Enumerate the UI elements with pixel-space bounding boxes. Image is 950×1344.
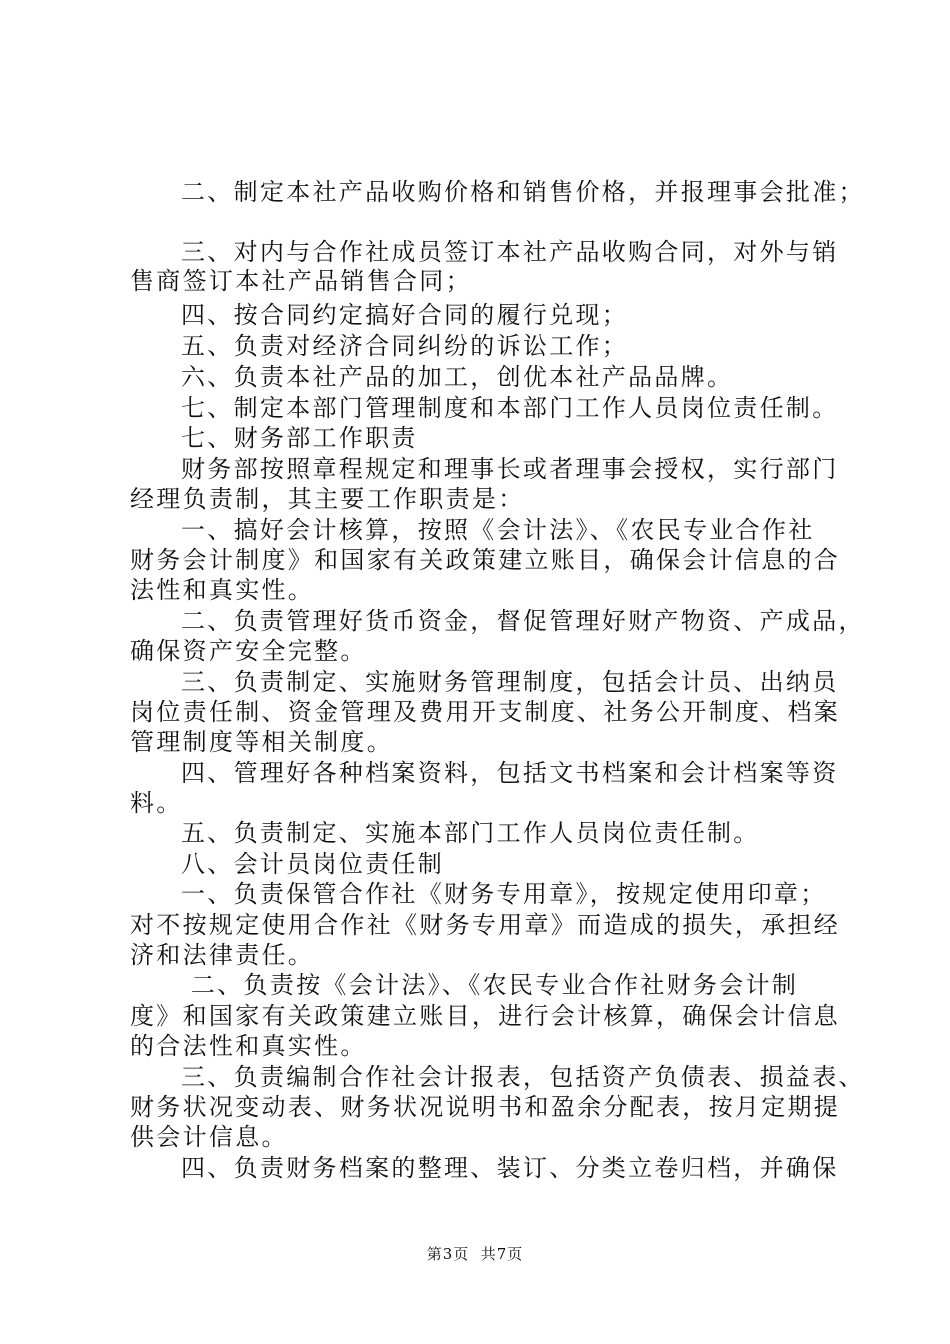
paragraph-line: 六、负责本社产品的加工，创优本社产品品牌。: [181, 363, 734, 391]
section-heading: 七、财务部工作职责: [181, 424, 418, 452]
paragraph-line: 二、制定本社产品收购价格和销售价格，并报理事会批准；: [181, 178, 865, 206]
paragraph-line: 三、负责制定、实施财务管理制度，包括会计员、出纳员: [181, 668, 839, 696]
paragraph-line: 五、负责对经济合同纠纷的诉讼工作；: [181, 332, 629, 360]
section-heading: 八、会计员岗位责任制: [181, 850, 444, 878]
paragraph-line: 经理负责制，其主要工作职责是：: [130, 485, 525, 513]
paragraph-line: 的合法性和真实性。: [130, 1032, 367, 1060]
paragraph-line: 确保资产安全完整。: [130, 637, 367, 665]
paragraph-line: 一、搞好会计核算，按照《会计法》、《农民专业合作社: [181, 516, 815, 544]
paragraph-line: 管理制度等相关制度。: [130, 728, 393, 756]
page-number-footer: 第3页 共7页: [426, 1245, 524, 1263]
paragraph-line: 财务状况变动表、财务状况说明书和盈余分配表，按月定期提: [130, 1093, 841, 1121]
paragraph-line: 财务部按照章程规定和理事长或者理事会授权，实行部门: [181, 455, 839, 483]
paragraph-line: 二、负责管理好货币资金，督促管理好财产物资、产成品，: [181, 607, 865, 635]
paragraph-line: 财务会计制度》和国家有关政策建立账目，确保会计信息的合: [130, 546, 841, 574]
paragraph-line: 五、负责制定、实施本部门工作人员岗位责任制。: [181, 819, 760, 847]
paragraph-line: 济和法律责任。: [130, 941, 315, 969]
paragraph-line: 度》和国家有关政策建立账目，进行会计核算，确保会计信息: [130, 1002, 841, 1030]
paragraph-line: 售商签订本社产品销售合同；: [130, 267, 472, 295]
paragraph-line: 四、按合同约定搞好合同的履行兑现；: [181, 301, 629, 329]
paragraph-line: 七、制定本部门管理制度和本部门工作人员岗位责任制。: [181, 394, 839, 422]
paragraph-line: 岗位责任制、资金管理及费用开支制度、社务公开制度、档案: [130, 698, 841, 726]
paragraph-line: 二、负责按《会计法》、《农民专业合作社财务会计制: [181, 971, 799, 999]
paragraph-line: 一、负责保管合作社《财务专用章》，按规定使用印章；: [181, 880, 827, 908]
paragraph-line: 供会计信息。: [130, 1123, 288, 1151]
paragraph-line: 三、负责编制合作社会计报表，包括资产负债表、损益表、: [181, 1063, 865, 1091]
paragraph-line: 三、对内与合作社成员签订本社产品收购合同，对外与销: [181, 238, 839, 266]
paragraph-line: 料。: [130, 789, 183, 817]
paragraph-line: 四、管理好各种档案资料，包括文书档案和会计档案等资: [181, 759, 839, 787]
paragraph-line: 四、负责财务档案的整理、装订、分类立卷归档，并确保: [181, 1154, 839, 1182]
paragraph-line: 对不按规定使用合作社《财务专用章》而造成的损失，承担经: [130, 911, 841, 939]
paragraph-line: 法性和真实性。: [130, 576, 315, 604]
